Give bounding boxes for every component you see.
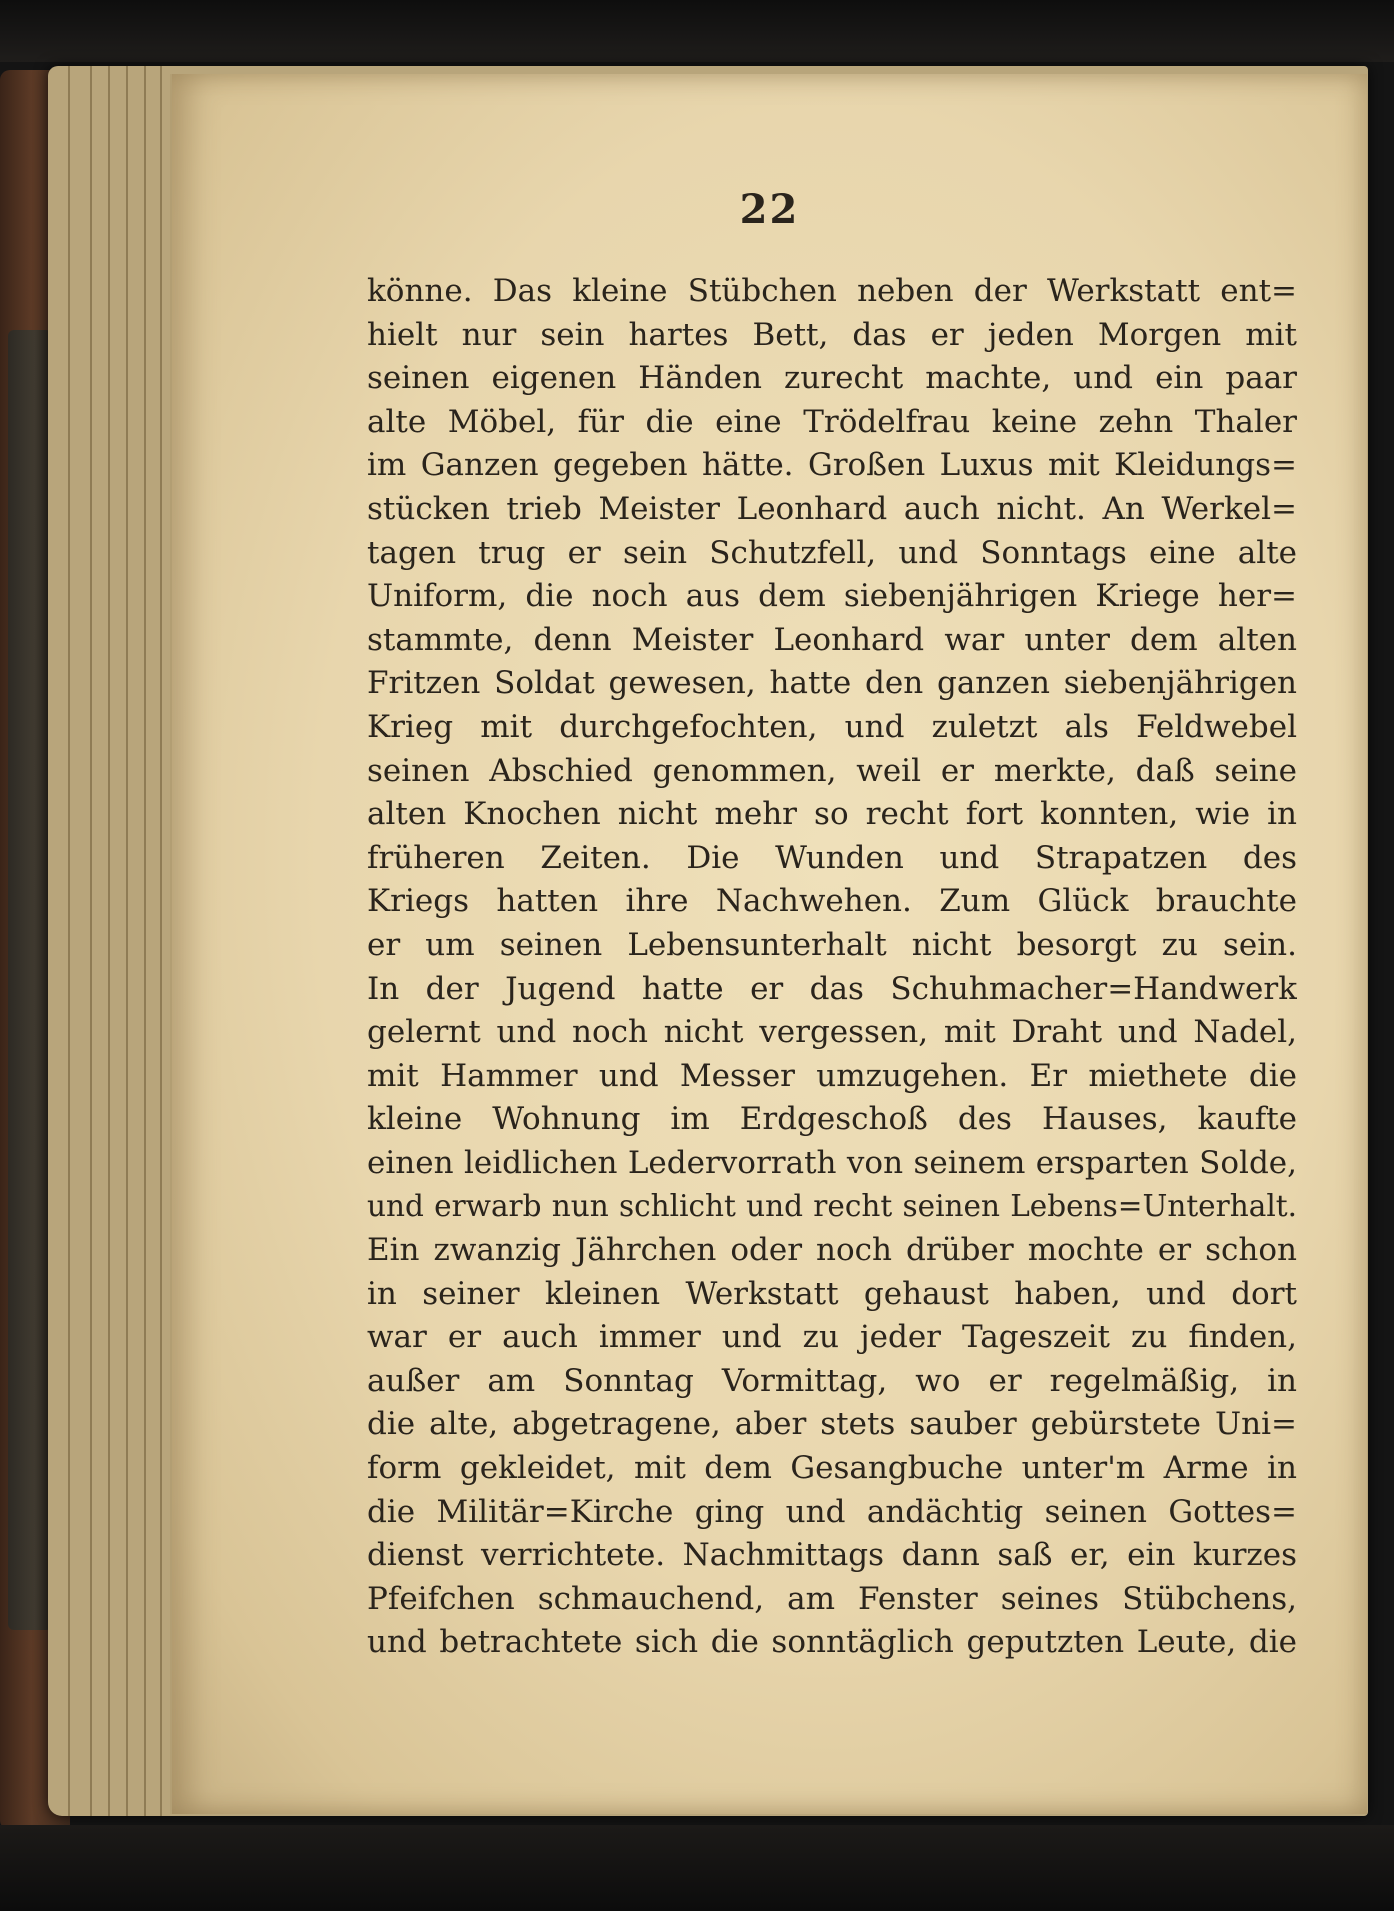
page-edge <box>126 66 128 1816</box>
page-edge <box>160 66 162 1816</box>
text-line: Fritzen Soldat gewesen, hatte den ganzen siebenjährigen <box>367 665 1297 702</box>
text-line: außer am Sonntag Vormittag, wo er regelmäßig, in <box>367 1362 1297 1399</box>
text-line: Pfeifchen schmauchend, am Fenster seines Stübchens, <box>367 1580 1297 1617</box>
text-line: In der Jugend hatte er das Schuhmacher=Handwerk <box>367 970 1297 1007</box>
text-line: er um seinen Lebensunterhalt nicht besorgt zu sein. <box>367 926 1297 963</box>
body-text <box>367 270 1297 1665</box>
text-line: einen leidlichen Ledervorrath von seinem ersparten Solde, <box>367 1144 1297 1181</box>
text-line: Ein zwanzig Jährchen oder noch drüber mochte er schon <box>367 1232 1297 1269</box>
text-line: tagen trug er sein Schutzfell, und Sonntags eine alte <box>367 534 1297 571</box>
text-line: in seiner kleinen Werkstatt gehaust haben, und dort <box>367 1275 1297 1312</box>
text-line: Krieg mit durchgefochten, und zuletzt als Feldwebel <box>367 708 1297 745</box>
text-line: war er auch immer und zu jeder Tageszeit zu finden, <box>367 1319 1297 1356</box>
text-line: hielt nur sein hartes Bett, das er jeden Morgen mit <box>367 316 1297 353</box>
page-edge <box>108 66 110 1816</box>
text-line: könne. Das kleine Stübchen neben der Werkstatt ent= <box>367 273 1297 309</box>
text-line: kleine Wohnung im Erdgeschoß des Hauses, kaufte <box>367 1101 1297 1138</box>
scan-background-top <box>0 0 1394 62</box>
text-line: früheren Zeiten. Die Wunden und Strapatzen des <box>367 839 1297 876</box>
scan-background-bottom <box>0 1825 1394 1911</box>
text-line: und betrachtete sich die sonntäglich geputzten Leute, die <box>367 1624 1297 1661</box>
book-page <box>170 74 1367 1814</box>
text-line: im Ganzen gegeben hätte. Großen Luxus mit Kleidungs= <box>367 447 1297 484</box>
text-line: alten Knochen nicht mehr so recht fort konnten, wie in <box>367 796 1297 833</box>
text-line: alte Möbel, für die eine Trödelfrau keine zehn Thaler <box>367 403 1297 440</box>
text-line: Uniform, die noch aus dem siebenjährigen Kriege her= <box>367 578 1297 615</box>
page-edge <box>90 66 92 1816</box>
text-line: die Militär=Kirche ging und andächtig seinen Gottes= <box>367 1493 1297 1530</box>
text-line: seinen eigenen Händen zurecht machte, und ein paar <box>367 360 1297 397</box>
text-line: stammte, denn Meister Leonhard war unter dem alten <box>367 621 1297 658</box>
text-line: die alte, abgetragene, aber stets sauber gebürstete Uni= <box>367 1406 1297 1443</box>
text-line: form gekleidet, mit dem Gesangbuche unter'm Arme in <box>367 1450 1297 1487</box>
page-edge <box>144 66 146 1816</box>
text-line: dienst verrichtete. Nachmittags dann saß er, ein kurzes <box>367 1537 1297 1574</box>
page-number: 22 <box>739 186 800 233</box>
text-line: stücken trieb Meister Leonhard auch nicht. An Werkel= <box>367 490 1297 527</box>
text-line: Kriegs hatten ihre Nachwehen. Zum Glück brauchte <box>367 883 1297 920</box>
cover-board <box>8 330 52 1630</box>
text-line: seinen Abschied genommen, weil er merkte, daß seine <box>367 752 1297 789</box>
page-edge <box>68 66 70 1816</box>
text-line: und erwarb nun schlicht und recht seinen Lebens=Unterhalt. <box>367 1189 1297 1224</box>
text-line: mit Hammer und Messer umzugehen. Er miethete die <box>367 1057 1297 1094</box>
text-line: gelernt und noch nicht vergessen, mit Draht und Nadel, <box>367 1014 1297 1051</box>
